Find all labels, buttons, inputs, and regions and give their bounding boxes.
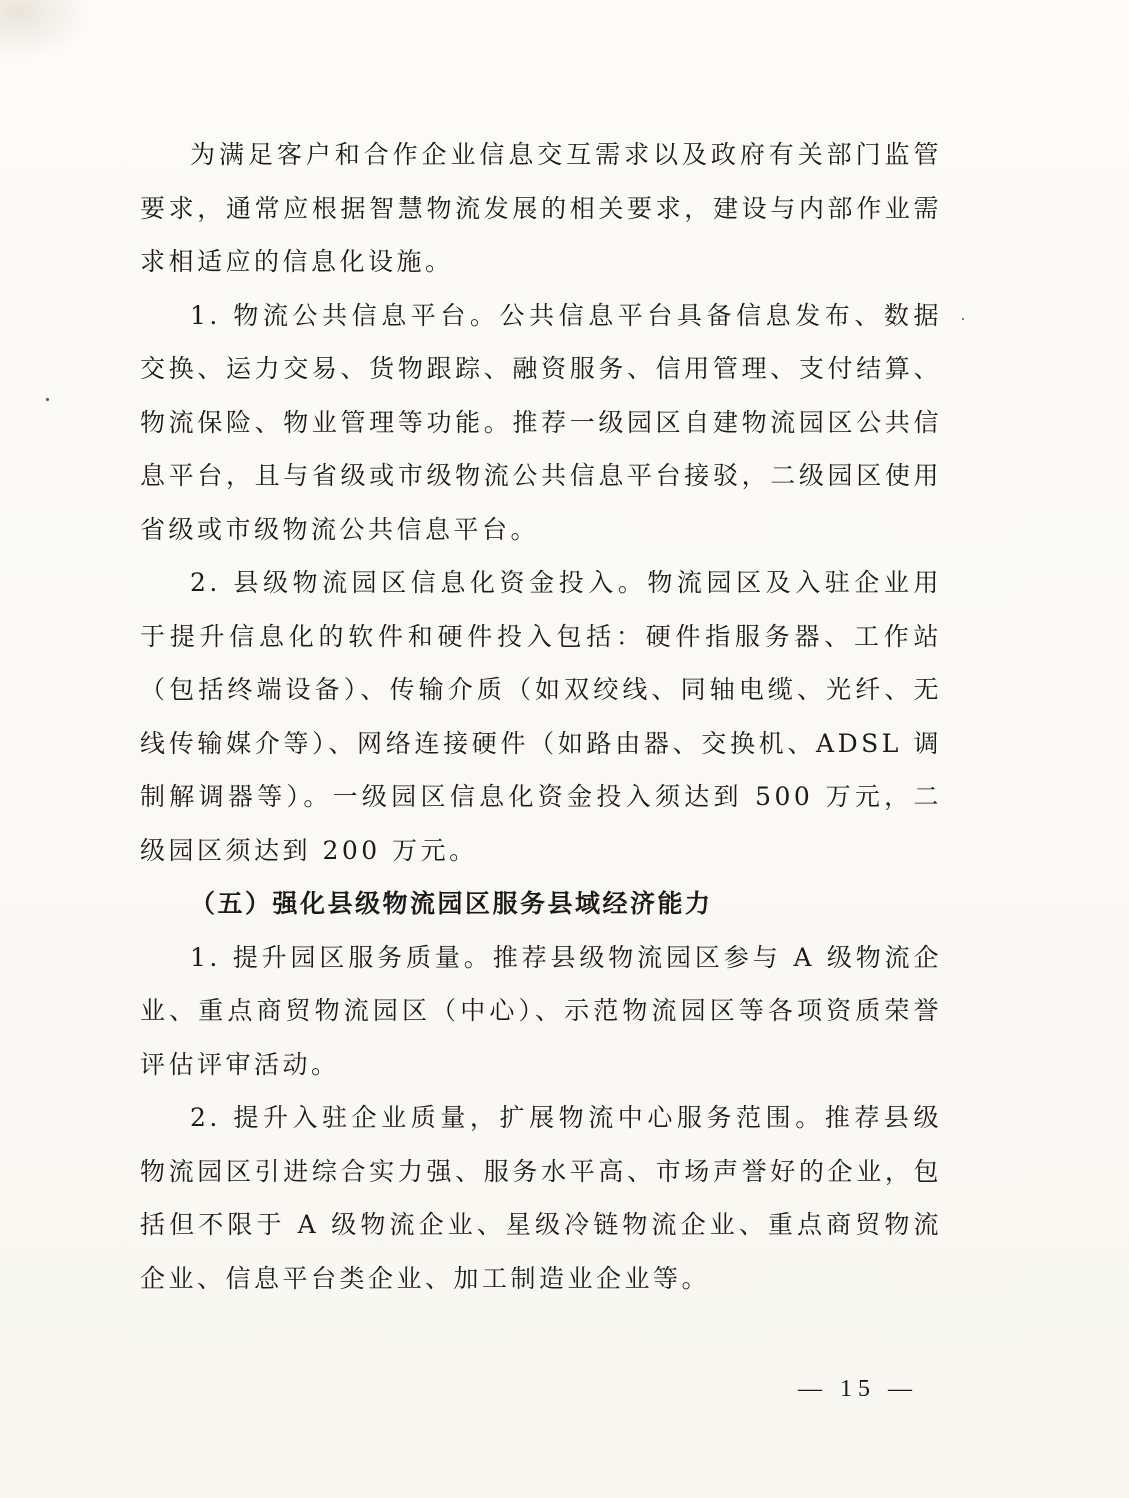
- platform-paragraph: 1. 物流公共信息平台。公共信息平台具备信息发布、数据交换、运力交易、货物跟踪、融资服务、信用管理、支付结算、物流保险、物业管理等功能。推荐一级园区自建物流园区公共信息平台，且与省级或市级物流公共信息平台接驳，二级园区使用省级或市级物流公共信息平台。: [140, 300, 942, 544]
- page-number: — 15 —: [798, 1376, 918, 1402]
- scan-speck: [962, 318, 964, 320]
- scan-speck: [46, 398, 49, 401]
- investment-paragraph: 2. 县级物流园区信息化资金投入。物流园区及入驻企业用于提升信息化的软件和硬件投入包括：硬件指服务器、工作站（包括终端设备）、传输介质（如双绞线、同轴电缆、光纤、无线传输媒介等）、网络连接硬件（如路由器、交换机、ADSL 调制解调器等）。一级园区信息化资金投入须达到 500 万元，二级园区须达到 200 万元。: [140, 568, 942, 865]
- intro-paragraph: 为满足客户和合作企业信息交互需求以及政府有关部门监管要求，通常应根据智慧物流发展的相关要求，建设与内部作业需求相适应的信息化设施。: [140, 140, 942, 276]
- service-quality-paragraph: 1. 提升园区服务质量。推荐县级物流园区参与 A 级物流企业、重点商贸物流园区（中心）、示范物流园区等各项资质荣誉评估评审活动。: [140, 942, 942, 1079]
- enterprise-quality-paragraph: 2. 提升入驻企业质量，扩展物流中心服务范围。推荐县级物流园区引进综合实力强、服务水平高、市场声誉好的企业，包括但不限于 A 级物流企业、星级冷链物流企业、重点商贸物流企业、信息平台类企业、加工制造业企业等。: [140, 1103, 942, 1293]
- section-heading: （五）强化县级物流园区服务县域经济能力: [190, 889, 713, 918]
- document-body: [140, 128, 942, 1305]
- paper-smudge: [0, 0, 90, 60]
